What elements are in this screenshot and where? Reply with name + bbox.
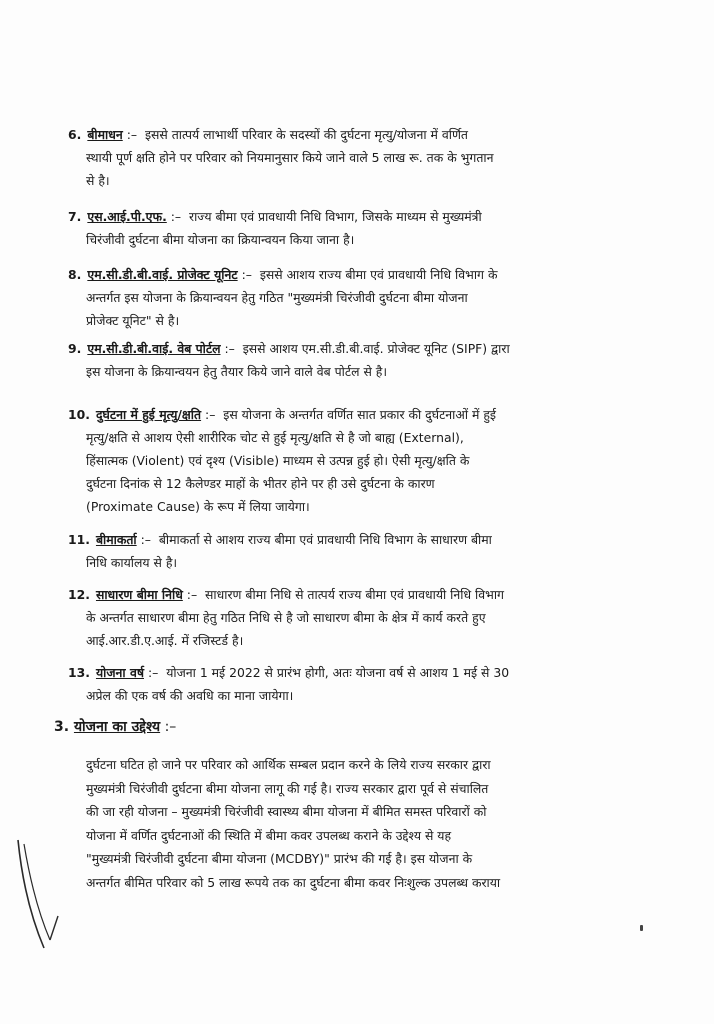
term-separator: :–	[144, 665, 159, 680]
definition-term: बीमाधन	[87, 127, 123, 142]
definition-first-line	[68, 528, 642, 551]
item-number: 8.	[68, 267, 82, 282]
item-number: 7.	[68, 209, 82, 224]
definition-text: इससे आशय एम.सी.डी.बी.वाई. प्रोजेक्ट यूनिट (SIPF) द्वारा	[242, 341, 510, 356]
definition-text: इससे तात्पर्य लाभार्थी परिवार के सदस्यों की दुर्घटना मृत्यु/योजना में वर्णित	[144, 127, 468, 142]
definition-text: इससे आशय राज्य बीमा एवं प्रावधायी निधि विभाग के	[259, 267, 498, 282]
definition-term: साधारण बीमा निधि	[95, 587, 183, 602]
definition-item-12	[68, 583, 642, 652]
definition-first-line	[68, 403, 642, 426]
paragraph-line: मुख्यमंत्री चिरंजीवी दुर्घटना बीमा योजना लागू की गई है। राज्य सरकार द्वारा पूर्व से संचालित	[86, 780, 489, 796]
definition-text: से है।	[86, 173, 110, 188]
section-separator: :–	[160, 719, 177, 735]
paragraph-line: अन्तर्गत बीमित परिवार को 5 लाख रूपये तक का दुर्घटना बीमा कवर निःशुल्क उपलब्ध कराया	[86, 874, 501, 890]
paragraph-line: दुर्घटना घटित हो जाने पर परिवार को आर्थिक सम्बल प्रदान करने के लिये राज्य सरकार द्वारा	[86, 757, 491, 772]
definition-item-13	[68, 661, 642, 707]
section-title: योजना का उद्देश्य	[73, 719, 161, 735]
item-number: 13.	[68, 665, 90, 680]
definition-term: एम.सी.डी.बी.वाई. वेब पोर्टल	[87, 341, 221, 356]
term-separator: :–	[220, 341, 235, 356]
objective-paragraph	[86, 753, 642, 895]
definition-item-9	[68, 337, 642, 383]
definition-text: हिंसात्मक (Violent) एवं दृश्य (Visible) माध्यम से उत्पन्न हुई हो। ऐसी मृत्यु/क्षति के	[86, 453, 470, 468]
definition-text: प्रोजेक्ट यूनिट" से है।	[86, 313, 180, 328]
section-heading	[54, 717, 176, 736]
definition-first-line	[68, 123, 642, 146]
definition-text: (Proximate Cause) के रूप में लिया जायेगा।	[86, 499, 310, 514]
paragraph-line: योजना में वर्णित दुर्घटनाओं की स्थिति में बीमा कवर उपलब्ध कराने के उद्देश्य से यह	[86, 827, 452, 843]
margin-pen-mark	[0, 820, 70, 960]
definition-text: दुर्घटना दिनांक से 12 कैलेण्डर माहों के भीतर होने पर ही उसे दुर्घटना के कारण	[86, 476, 435, 491]
definition-text: स्थायी पूर्ण क्षति होने पर परिवार को नियमानुसार किये जाने वाले 5 लाख रू. तक के भुगतान	[86, 150, 494, 165]
definition-term: बीमाकर्ता	[95, 532, 137, 547]
definition-item-10	[68, 403, 642, 518]
definition-text: इस योजना के क्रियान्वयन हेतु तैयार किये जाने वाले वेब पोर्टल से है।	[86, 364, 388, 379]
stray-mark	[640, 925, 643, 931]
definition-item-8	[68, 263, 642, 332]
section-number: 3.	[54, 719, 70, 735]
paragraph-line: की जा रही योजना – मुख्यमंत्री चिरंजीवी स्वास्थ्य बीमा योजना में बीमित समस्त परिवारों को	[86, 804, 487, 820]
definition-text: आई.आर.डी.ए.आई. में रजिस्टर्ड है।	[86, 633, 244, 648]
term-separator: :–	[136, 532, 151, 547]
definition-text: बीमाकर्ता से आशय राज्य बीमा एवं प्रावधायी निधि विभाग के साधारण बीमा	[158, 532, 492, 547]
paragraph-line: "मुख्यमंत्री चिरंजीवी दुर्घटना बीमा योजना (MCDBY)" प्रारंभ की गई है। इस योजना के	[86, 851, 473, 867]
definition-text: साधारण बीमा निधि से तात्पर्य राज्य बीमा एवं प्रावधायी निधि विभाग	[205, 587, 505, 602]
definition-item-7	[68, 205, 642, 251]
definition-text: इस योजना के अन्तर्गत वर्णित सात प्रकार की दुर्घटनाओं में हुई	[223, 407, 497, 422]
item-number: 10.	[68, 407, 90, 422]
definition-text: योजना 1 मई 2022 से प्रारंभ होगी, अतः योजना वर्ष से आशय 1 मई से 30	[166, 665, 510, 680]
definition-text: अन्तर्गत इस योजना के क्रियान्वयन हेतु गठित "मुख्यमंत्री चिरंजीवी दुर्घटना बीमा योजना	[86, 290, 468, 305]
definition-first-line	[68, 661, 642, 684]
definition-first-line	[68, 337, 642, 360]
term-separator: :–	[166, 209, 182, 224]
definition-first-line	[68, 205, 642, 228]
item-number: 6.	[68, 127, 82, 142]
term-separator: :–	[201, 407, 216, 422]
definition-term: एस.आई.पी.एफ.	[87, 209, 167, 224]
definition-text: निधि कार्यालय से है।	[86, 555, 178, 570]
item-number: 9.	[68, 341, 82, 356]
term-separator: :–	[122, 127, 138, 142]
definition-item-6	[68, 123, 642, 192]
definition-text: राज्य बीमा एवं प्रावधायी निधि विभाग, जिसके माध्यम से मुख्यमंत्री	[189, 209, 482, 224]
definition-text: मृत्यु/क्षति से आशय ऐसी शारीरिक चोट से हुई मृत्यु/क्षति से है जो बाह्य (External),	[86, 430, 464, 445]
definition-term: एम.सी.डी.बी.वाई. प्रोजेक्ट यूनिट	[87, 267, 238, 282]
definition-term: दुर्घटना में हुई मृत्यु/क्षति	[95, 407, 202, 422]
definition-first-line	[68, 583, 642, 606]
definition-first-line	[68, 263, 642, 286]
definition-text: चिरंजीवी दुर्घटना बीमा योजना का क्रियान्वयन किया जाना है।	[86, 232, 355, 247]
item-number: 12.	[68, 587, 90, 602]
definition-text: के अन्तर्गत साधारण बीमा हेतु गठित निधि से है जो साधारण बीमा के क्षेत्र में कार्य करते हुए	[86, 610, 486, 625]
definition-term: योजना वर्ष	[95, 665, 144, 680]
definition-text: अप्रेल की एक वर्ष की अवधि का माना जायेगा।	[86, 688, 294, 703]
item-number: 11.	[68, 532, 90, 547]
term-separator: :–	[182, 587, 198, 602]
definition-item-11	[68, 528, 642, 574]
term-separator: :–	[237, 267, 252, 282]
